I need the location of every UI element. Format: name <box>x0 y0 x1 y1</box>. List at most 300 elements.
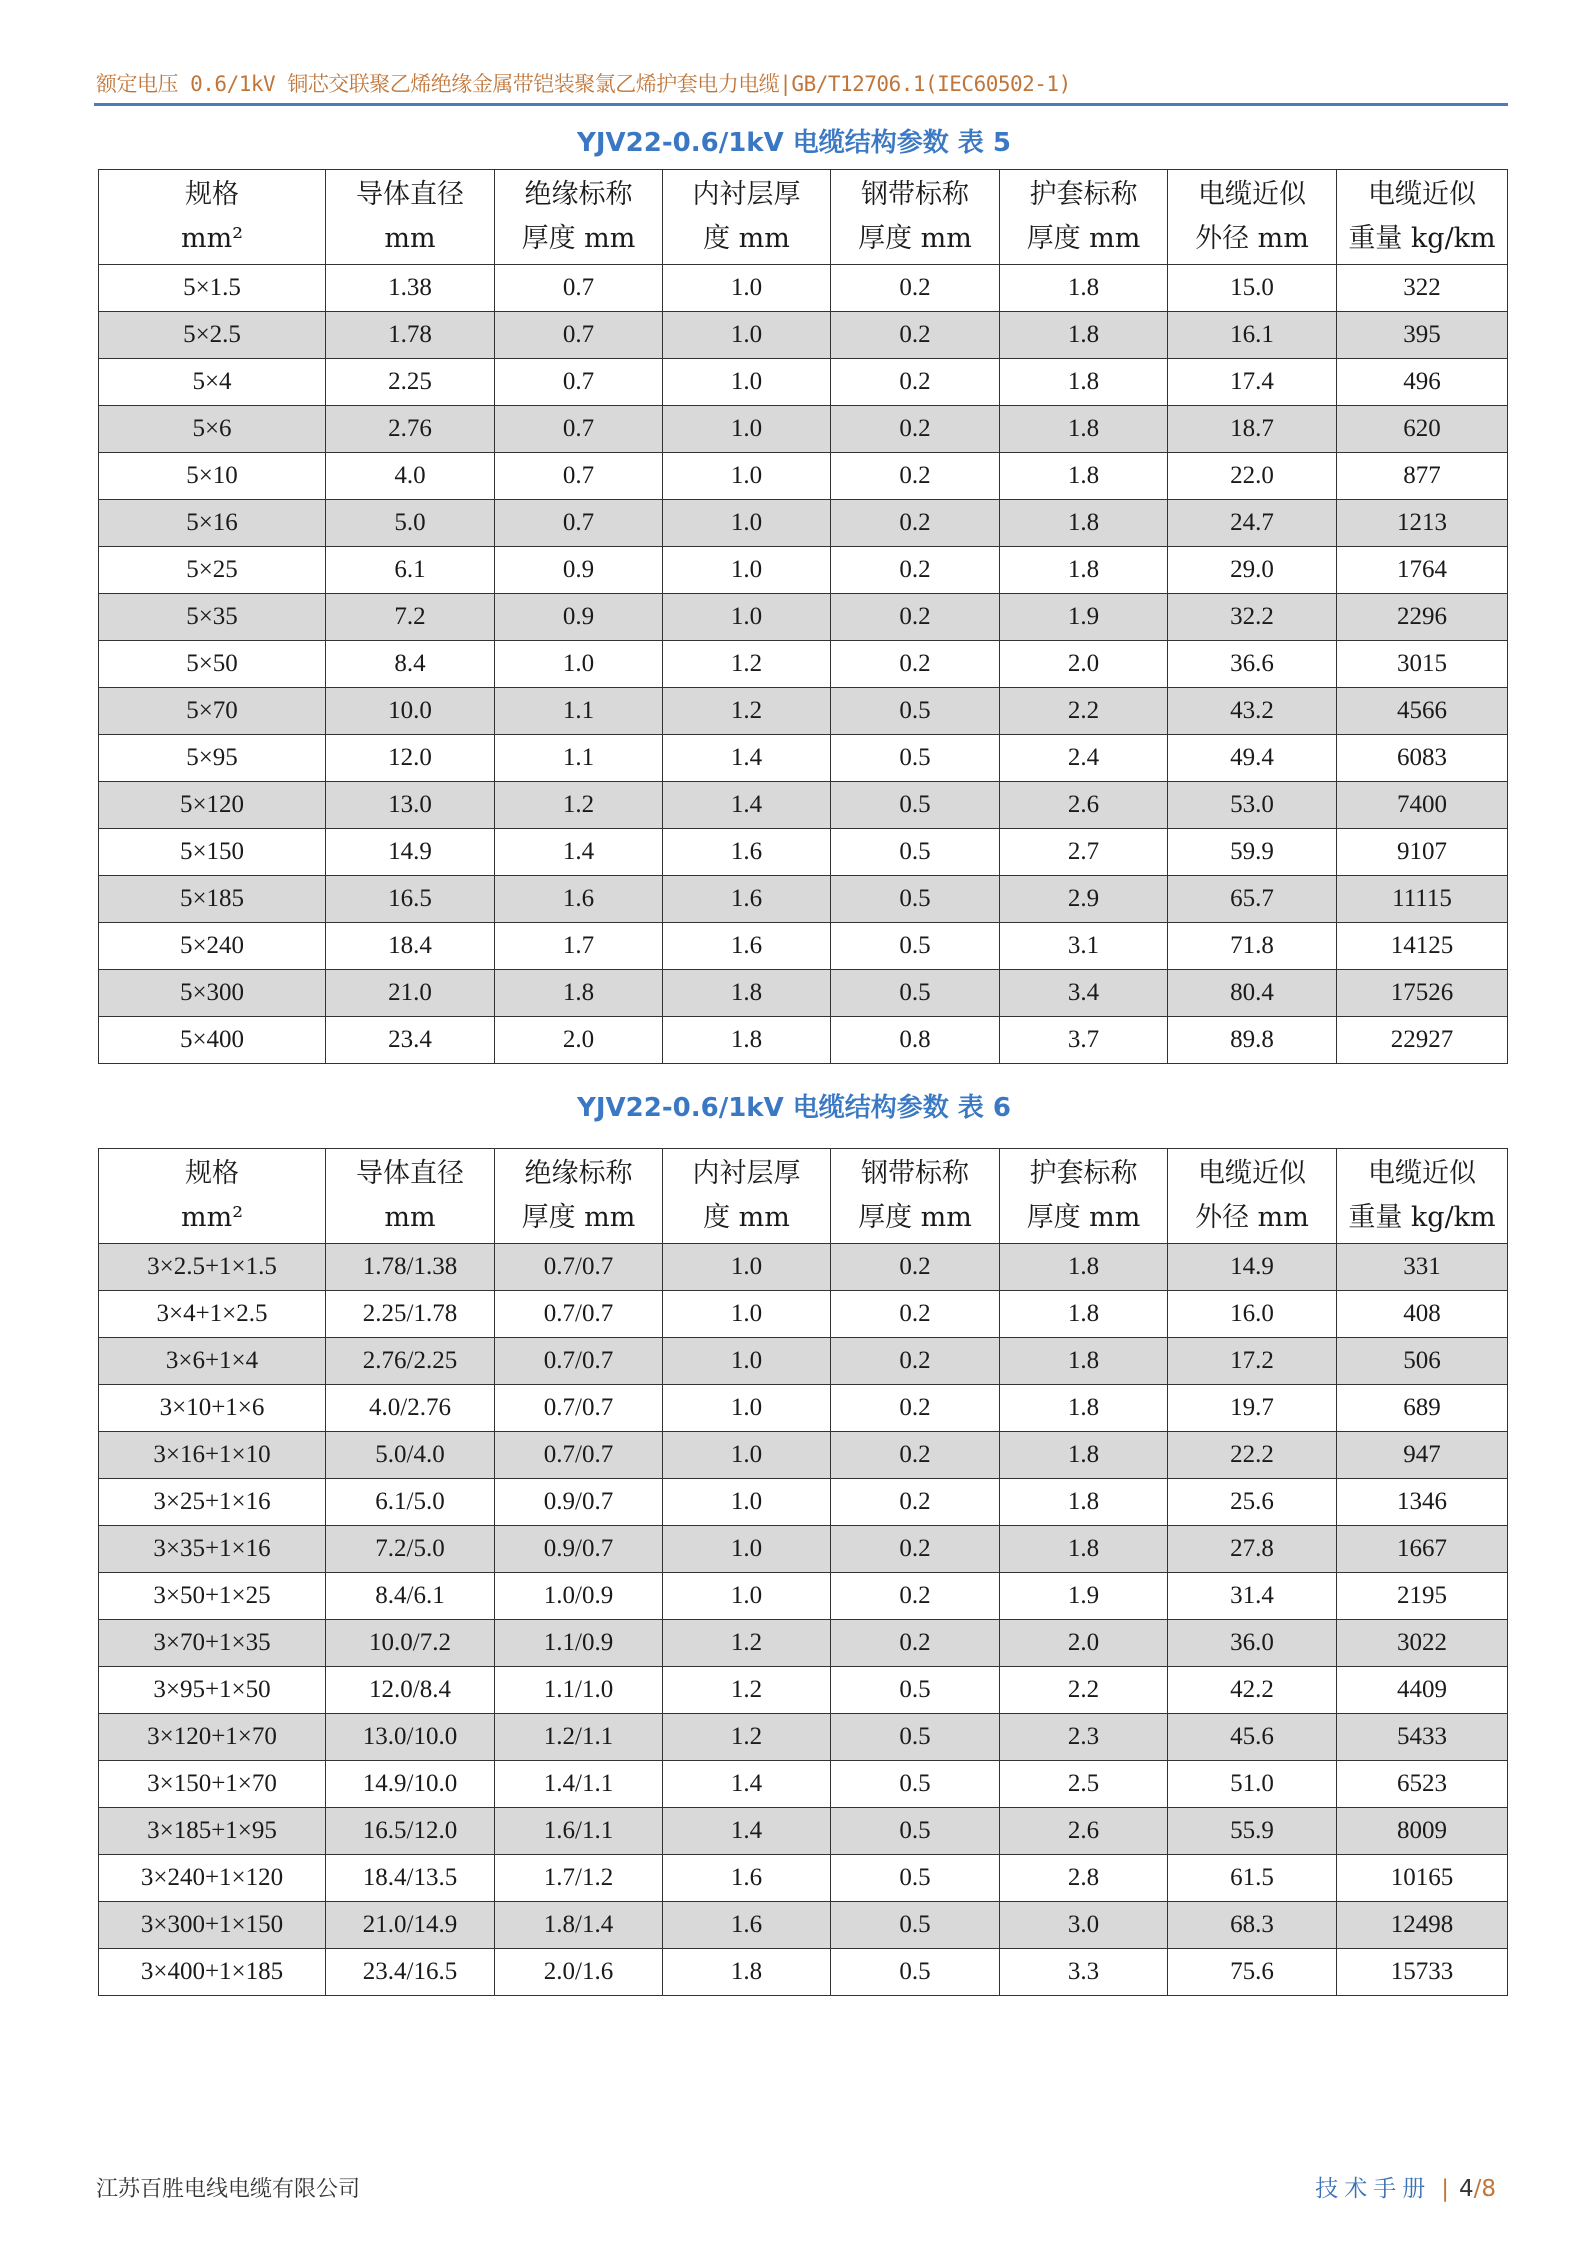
table-cell: 496 <box>1337 359 1508 406</box>
table-cell: 0.7 <box>495 500 663 547</box>
table-cell: 24.7 <box>1168 500 1337 547</box>
table-row <box>99 1620 1508 1667</box>
table-cell: 3.3 <box>1000 1949 1168 1996</box>
table-cell: 0.7/0.7 <box>495 1244 663 1291</box>
table-cell: 42.2 <box>1168 1667 1337 1714</box>
column-header-line1: 钢带标称 <box>861 1158 969 1189</box>
table-cell: 2.76/2.25 <box>326 1338 495 1385</box>
table-cell: 6.1 <box>326 547 495 594</box>
table-row <box>99 1808 1508 1855</box>
column-header <box>663 1149 831 1244</box>
table-cell: 1.38 <box>326 265 495 312</box>
table-cell: 1.0 <box>663 312 831 359</box>
column-header <box>1168 1149 1337 1244</box>
table-cell: 395 <box>1337 312 1508 359</box>
column-header-line2: 厚度 mm <box>858 1202 972 1233</box>
table-cell: 0.7/0.7 <box>495 1338 663 1385</box>
column-header-line2: mm <box>384 1202 436 1233</box>
table-cell: 0.2 <box>831 1620 1000 1667</box>
table-cell: 25.6 <box>1168 1479 1337 1526</box>
column-header-line2: mm² <box>180 223 244 254</box>
table-cell: 0.9 <box>495 594 663 641</box>
table-cell: 10165 <box>1337 1855 1508 1902</box>
table-cell: 0.2 <box>831 1385 1000 1432</box>
table-cell: 1.4 <box>663 782 831 829</box>
table-row <box>99 970 1508 1017</box>
table-cell: 1.8 <box>1000 1479 1168 1526</box>
table-cell: 68.3 <box>1168 1902 1337 1949</box>
table-cell: 0.2 <box>831 594 1000 641</box>
table-cell: 947 <box>1337 1432 1508 1479</box>
table-cell: 3.1 <box>1000 923 1168 970</box>
table-cell: 59.9 <box>1168 829 1337 876</box>
table-row <box>99 1714 1508 1761</box>
table-row <box>99 1338 1508 1385</box>
table-cell: 1.1/0.9 <box>495 1620 663 1667</box>
table-cell: 1.8 <box>1000 1291 1168 1338</box>
table-cell: 2.25 <box>326 359 495 406</box>
table-cell: 3×150+1×70 <box>99 1761 326 1808</box>
table-cell: 65.7 <box>1168 876 1337 923</box>
table-header-row <box>99 1149 1508 1244</box>
column-header-line2: 外径 mm <box>1195 1202 1309 1233</box>
table-cell: 1.8 <box>1000 1526 1168 1573</box>
table-cell: 1.8 <box>663 1949 831 1996</box>
table-cell: 1.0 <box>663 453 831 500</box>
table-cell: 0.2 <box>831 1291 1000 1338</box>
table-row <box>99 500 1508 547</box>
column-header <box>99 1149 326 1244</box>
table-cell: 5.0/4.0 <box>326 1432 495 1479</box>
table-cell: 2.0 <box>1000 641 1168 688</box>
table-row <box>99 312 1508 359</box>
table-row <box>99 688 1508 735</box>
table-cell: 36.6 <box>1168 641 1337 688</box>
table-cell: 0.5 <box>831 923 1000 970</box>
table-row <box>99 1761 1508 1808</box>
table-cell: 0.2 <box>831 1479 1000 1526</box>
table-cell: 3×10+1×6 <box>99 1385 326 1432</box>
table-cell: 3×70+1×35 <box>99 1620 326 1667</box>
table-cell: 0.5 <box>831 1808 1000 1855</box>
table-cell: 16.5/12.0 <box>326 1808 495 1855</box>
table-cell: 1.2 <box>663 1714 831 1761</box>
column-header-line2: 度 mm <box>703 223 790 254</box>
table-cell: 1.2 <box>663 1620 831 1667</box>
table-cell: 0.9/0.7 <box>495 1526 663 1573</box>
column-header-line1: 绝缘标称 <box>524 179 633 210</box>
column-header-line2: mm² <box>180 1202 244 1233</box>
column-header-line2: 重量 kg/km <box>1348 1202 1496 1233</box>
table-cell: 7.2/5.0 <box>326 1526 495 1573</box>
table-cell: 0.7/0.7 <box>495 1291 663 1338</box>
column-header <box>1000 170 1168 265</box>
table-cell: 51.0 <box>1168 1761 1337 1808</box>
table-cell: 2.2 <box>1000 1667 1168 1714</box>
footer-separator: | <box>1441 2176 1449 2202</box>
table-cell: 3.0 <box>1000 1902 1168 1949</box>
table-cell: 322 <box>1337 265 1508 312</box>
table-cell: 1.9 <box>1000 1573 1168 1620</box>
table-cell: 18.4/13.5 <box>326 1855 495 1902</box>
column-header-line1: 电缆近似 <box>1368 1158 1476 1189</box>
table-cell: 3×25+1×16 <box>99 1479 326 1526</box>
table-row <box>99 923 1508 970</box>
column-header <box>1337 170 1508 265</box>
table-cell: 8009 <box>1337 1808 1508 1855</box>
page-header-title: 额定电压 0.6/1kV 铜芯交联聚乙烯绝缘金属带铠装聚氯乙烯护套电力电缆|GB/T12706.1(IEC60502-1) <box>96 72 1071 96</box>
table-cell: 1.6 <box>495 876 663 923</box>
column-header-line1: 规格 <box>185 179 239 210</box>
table-cell: 15733 <box>1337 1949 1508 1996</box>
table-row <box>99 1479 1508 1526</box>
table-cell: 1.4 <box>663 1808 831 1855</box>
table-cell: 2.76 <box>326 406 495 453</box>
header-divider <box>94 103 1508 106</box>
table-cell: 32.2 <box>1168 594 1337 641</box>
table-cell: 877 <box>1337 453 1508 500</box>
table-cell: 36.0 <box>1168 1620 1337 1667</box>
table-cell: 61.5 <box>1168 1855 1337 1902</box>
table-cell: 0.2 <box>831 500 1000 547</box>
table-cell: 1.0 <box>663 594 831 641</box>
table-cell: 12.0 <box>326 735 495 782</box>
table-cell: 1.0 <box>495 641 663 688</box>
table-cell: 5.0 <box>326 500 495 547</box>
table-cell: 2.25/1.78 <box>326 1291 495 1338</box>
table-row <box>99 1526 1508 1573</box>
column-header-line1: 导体直径 <box>356 1158 464 1189</box>
table-cell: 1.6 <box>663 829 831 876</box>
table-cell: 3×185+1×95 <box>99 1808 326 1855</box>
table-cell: 1.7/1.2 <box>495 1855 663 1902</box>
table-cell: 2.3 <box>1000 1714 1168 1761</box>
table-header-row <box>99 170 1508 265</box>
table-cell: 1.8 <box>1000 1338 1168 1385</box>
table-cell: 1.8 <box>1000 1385 1168 1432</box>
table-row <box>99 594 1508 641</box>
column-header <box>831 170 1000 265</box>
table-cell: 1.6 <box>663 1902 831 1949</box>
table-cell: 1.6 <box>663 1855 831 1902</box>
table-cell: 0.2 <box>831 1526 1000 1573</box>
table-cell: 14.9/10.0 <box>326 1761 495 1808</box>
table-cell: 1.2 <box>663 641 831 688</box>
table-cell: 5433 <box>1337 1714 1508 1761</box>
column-header <box>99 170 326 265</box>
table-cell: 1.8 <box>663 970 831 1017</box>
table-cell: 1.8 <box>1000 500 1168 547</box>
table-cell: 1213 <box>1337 500 1508 547</box>
table-cell: 22.2 <box>1168 1432 1337 1479</box>
table-cell: 1.1 <box>495 688 663 735</box>
column-header-line1: 规格 <box>185 1158 239 1189</box>
table-cell: 3×50+1×25 <box>99 1573 326 1620</box>
table-cell: 1.8 <box>1000 359 1168 406</box>
table-row <box>99 359 1508 406</box>
table-cell: 3×16+1×10 <box>99 1432 326 1479</box>
table-cell: 689 <box>1337 1385 1508 1432</box>
table-cell: 13.0/10.0 <box>326 1714 495 1761</box>
table-cell: 2.0 <box>1000 1620 1168 1667</box>
table-row <box>99 735 1508 782</box>
footer-manual-label: 技术手册 <box>1315 2176 1432 2202</box>
table-cell: 1.1/1.0 <box>495 1667 663 1714</box>
table-cell: 5×70 <box>99 688 326 735</box>
table-row <box>99 782 1508 829</box>
table-cell: 3015 <box>1337 641 1508 688</box>
column-header-line1: 导体直径 <box>356 179 464 210</box>
table-cell: 0.2 <box>831 359 1000 406</box>
column-header-line1: 护套标称 <box>1029 1158 1138 1189</box>
table-cell: 10.0/7.2 <box>326 1620 495 1667</box>
table-cell: 0.2 <box>831 641 1000 688</box>
table-cell: 1.4 <box>495 829 663 876</box>
table-cell: 23.4/16.5 <box>326 1949 495 1996</box>
table-cell: 1.78/1.38 <box>326 1244 495 1291</box>
table-cell: 1.8 <box>1000 1432 1168 1479</box>
table-cell: 14.9 <box>326 829 495 876</box>
table-cell: 8.4 <box>326 641 495 688</box>
table-cell: 0.2 <box>831 1338 1000 1385</box>
table-cell: 0.5 <box>831 1667 1000 1714</box>
table-cell: 13.0 <box>326 782 495 829</box>
table-cell: 5×25 <box>99 547 326 594</box>
table-cell: 3×300+1×150 <box>99 1902 326 1949</box>
table-5-title: YJV22-0.6/1kV 电缆结构参数 表 5 <box>577 128 1011 158</box>
column-header-line1: 绝缘标称 <box>524 1158 633 1189</box>
table-row <box>99 829 1508 876</box>
table-cell: 1.8 <box>1000 1244 1168 1291</box>
table-cell: 3×400+1×185 <box>99 1949 326 1996</box>
table-cell: 5×300 <box>99 970 326 1017</box>
table-cell: 23.4 <box>326 1017 495 1064</box>
footer-page-slash: / <box>1473 2176 1482 2202</box>
table-row <box>99 265 1508 312</box>
table-cell: 5×50 <box>99 641 326 688</box>
table-cell: 17.4 <box>1168 359 1337 406</box>
table-cell: 0.7/0.7 <box>495 1432 663 1479</box>
table-cell: 6523 <box>1337 1761 1508 1808</box>
table-cell: 1.0/0.9 <box>495 1573 663 1620</box>
table-cell: 1.0 <box>663 1479 831 1526</box>
column-header <box>495 1149 663 1244</box>
column-header <box>1337 1149 1508 1244</box>
table-row <box>99 1855 1508 1902</box>
table-cell: 3×6+1×4 <box>99 1338 326 1385</box>
table-cell: 1.8 <box>495 970 663 1017</box>
table-cell: 1.6 <box>663 923 831 970</box>
table-cell: 0.9/0.7 <box>495 1479 663 1526</box>
footer-page-total: 8 <box>1481 2176 1496 2202</box>
table-cell: 1.0 <box>663 1432 831 1479</box>
table-cell: 1.0 <box>663 406 831 453</box>
table-cell: 6083 <box>1337 735 1508 782</box>
table-cell: 29.0 <box>1168 547 1337 594</box>
table-cell: 2.5 <box>1000 1761 1168 1808</box>
table-cell: 1.8 <box>1000 547 1168 594</box>
table-cell: 6.1/5.0 <box>326 1479 495 1526</box>
table-cell: 14125 <box>1337 923 1508 970</box>
table-cell: 0.5 <box>831 688 1000 735</box>
table-cell: 1.6 <box>663 876 831 923</box>
column-header-line2: 外径 mm <box>1195 223 1309 254</box>
column-header <box>1168 170 1337 265</box>
column-header-line2: 厚度 mm <box>1026 223 1141 254</box>
table-cell: 3×240+1×120 <box>99 1855 326 1902</box>
table-row <box>99 641 1508 688</box>
column-header-line1: 钢带标称 <box>861 179 969 210</box>
table-cell: 0.2 <box>831 406 1000 453</box>
table-cell: 2.8 <box>1000 1855 1168 1902</box>
table-cell: 18.4 <box>326 923 495 970</box>
table-cell: 0.2 <box>831 312 1000 359</box>
table-cell: 1.2 <box>495 782 663 829</box>
footer-company-name: 江苏百胜电线电缆有限公司 <box>96 2177 361 2202</box>
table-cell: 10.0 <box>326 688 495 735</box>
column-header-line2: 厚度 mm <box>1026 1202 1141 1233</box>
table-cell: 1.0 <box>663 1244 831 1291</box>
table-cell: 331 <box>1337 1244 1508 1291</box>
table-cell: 0.7 <box>495 406 663 453</box>
table-cell: 1.2/1.1 <box>495 1714 663 1761</box>
table-cell: 0.5 <box>831 876 1000 923</box>
table-cell: 1.78 <box>326 312 495 359</box>
table-cell: 80.4 <box>1168 970 1337 1017</box>
table-cell: 3022 <box>1337 1620 1508 1667</box>
table-cell: 0.2 <box>831 265 1000 312</box>
table-cell: 0.5 <box>831 782 1000 829</box>
table-cell: 18.7 <box>1168 406 1337 453</box>
table-cell: 16.5 <box>326 876 495 923</box>
table-cell: 1.4/1.1 <box>495 1761 663 1808</box>
table-cell: 0.2 <box>831 547 1000 594</box>
table-cell: 1.8 <box>1000 453 1168 500</box>
table-cell: 5×95 <box>99 735 326 782</box>
table-cell: 2.2 <box>1000 688 1168 735</box>
table-cell: 53.0 <box>1168 782 1337 829</box>
table-row <box>99 1432 1508 1479</box>
table-cell: 1346 <box>1337 1479 1508 1526</box>
table-cell: 0.8 <box>831 1017 1000 1064</box>
table-cell: 0.2 <box>831 453 1000 500</box>
column-header <box>326 1149 495 1244</box>
table-cell: 16.0 <box>1168 1291 1337 1338</box>
table-cell: 2296 <box>1337 594 1508 641</box>
table-cell: 0.7/0.7 <box>495 1385 663 1432</box>
table-cell: 1.0 <box>663 1573 831 1620</box>
table-cell: 3×4+1×2.5 <box>99 1291 326 1338</box>
table-cell: 8.4/6.1 <box>326 1573 495 1620</box>
table-cell: 2.6 <box>1000 1808 1168 1855</box>
table-cell: 17.2 <box>1168 1338 1337 1385</box>
table-cell: 5×4 <box>99 359 326 406</box>
table-row <box>99 453 1508 500</box>
table-cell: 5×400 <box>99 1017 326 1064</box>
table-cell: 15.0 <box>1168 265 1337 312</box>
table-cell: 27.8 <box>1168 1526 1337 1573</box>
table-cell: 0.2 <box>831 1244 1000 1291</box>
column-header-line2: 厚度 mm <box>521 223 636 254</box>
table-cell: 5×240 <box>99 923 326 970</box>
table-cell: 0.5 <box>831 1761 1000 1808</box>
table-cell: 5×1.5 <box>99 265 326 312</box>
table-cell: 4409 <box>1337 1667 1508 1714</box>
table-row <box>99 406 1508 453</box>
table-cell: 7.2 <box>326 594 495 641</box>
table-cell: 1.8 <box>1000 265 1168 312</box>
table-cell: 1.0 <box>663 1338 831 1385</box>
table-cell: 31.4 <box>1168 1573 1337 1620</box>
table-cell: 3.4 <box>1000 970 1168 1017</box>
table-cell: 2.0 <box>495 1017 663 1064</box>
table-cell: 2.9 <box>1000 876 1168 923</box>
table-cell: 0.2 <box>831 1432 1000 1479</box>
table-cell: 1.8/1.4 <box>495 1902 663 1949</box>
table-row <box>99 1949 1508 1996</box>
table-row <box>99 1244 1508 1291</box>
table-row <box>99 547 1508 594</box>
table-row <box>99 1667 1508 1714</box>
table-cell: 1.0 <box>663 359 831 406</box>
table-row <box>99 876 1508 923</box>
table-cell: 3×120+1×70 <box>99 1714 326 1761</box>
table-cell: 22927 <box>1337 1017 1508 1064</box>
table-cell: 5×120 <box>99 782 326 829</box>
table-cell: 1.0 <box>663 1385 831 1432</box>
table-cell: 45.6 <box>1168 1714 1337 1761</box>
table-cell: 7400 <box>1337 782 1508 829</box>
column-header-line2: mm <box>384 223 436 254</box>
table-cell: 408 <box>1337 1291 1508 1338</box>
table-cell: 0.7 <box>495 453 663 500</box>
column-header <box>326 170 495 265</box>
table-cell: 1.6/1.1 <box>495 1808 663 1855</box>
table-cell: 0.2 <box>831 1573 1000 1620</box>
table-cell: 0.7 <box>495 312 663 359</box>
column-header <box>495 170 663 265</box>
column-header-line1: 护套标称 <box>1029 179 1138 210</box>
table-cell: 0.5 <box>831 829 1000 876</box>
table-cell: 1.0 <box>663 1526 831 1573</box>
table-cell: 1.4 <box>663 1761 831 1808</box>
column-header-line1: 电缆近似 <box>1198 1158 1306 1189</box>
footer-page-number: 4 <box>1458 2176 1474 2202</box>
table-cell: 0.5 <box>831 735 1000 782</box>
table-cell: 1.0 <box>663 1291 831 1338</box>
table-cell: 1.8 <box>663 1017 831 1064</box>
column-header <box>831 1149 1000 1244</box>
table-cell: 5×35 <box>99 594 326 641</box>
table-6 <box>98 1148 1508 1996</box>
table-cell: 620 <box>1337 406 1508 453</box>
table-cell: 1.4 <box>663 735 831 782</box>
column-header-line1: 电缆近似 <box>1198 179 1306 210</box>
table-cell: 3×2.5+1×1.5 <box>99 1244 326 1291</box>
table-cell: 1.2 <box>663 688 831 735</box>
table-cell: 89.8 <box>1168 1017 1337 1064</box>
table-cell: 5×6 <box>99 406 326 453</box>
column-header-line1: 内衬层厚 <box>692 1158 801 1189</box>
table-cell: 0.7 <box>495 359 663 406</box>
table-row <box>99 1385 1508 1432</box>
table-cell: 12498 <box>1337 1902 1508 1949</box>
table-cell: 2.4 <box>1000 735 1168 782</box>
table-cell: 5×185 <box>99 876 326 923</box>
table-cell: 1667 <box>1337 1526 1508 1573</box>
table-5 <box>98 169 1508 1064</box>
table-cell: 4.0 <box>326 453 495 500</box>
